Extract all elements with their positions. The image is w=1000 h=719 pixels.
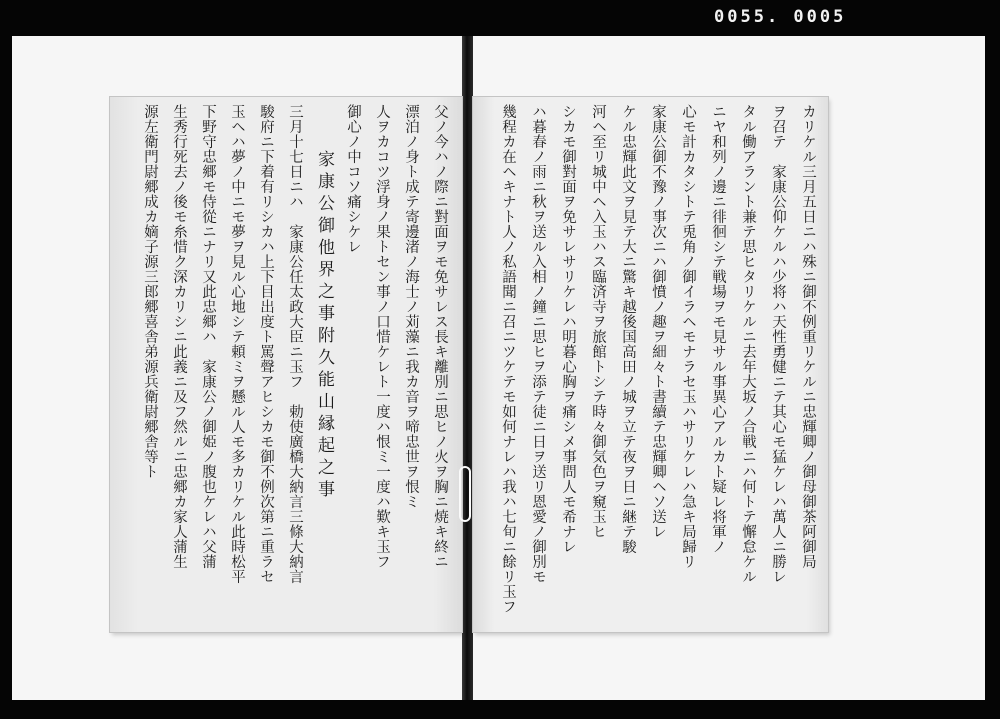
text-column: 下野守忠郷モ侍從ニナリ又此忠郷ハ 家康公ノ御姫ノ腹也ケレハ父蒲	[200, 104, 216, 569]
text-column: ケル忠輝此文ヲ見テ大ニ驚キ越後国高田ノ城ヲ立テ夜ヲ日ニ継テ駿	[620, 104, 636, 554]
text-column: 駿府ニ下着有リシカハ上下目出度ト罵聲アヒシカモ御不例次第ニ重ラセ	[258, 104, 274, 584]
film-frame-label: 0055. 0005	[714, 7, 847, 27]
binding-thread	[459, 466, 471, 522]
text-column: 心モ計カタシトテ兎角ノ御イラヘモナラセ玉ハサリケレハ急キ局歸リ	[680, 104, 696, 569]
text-column: 人ヲカコツ浮身ノ果トセン事ノ口惜ケレト一度ハ恨ミ一度ハ歎キ玉フ	[374, 104, 390, 569]
book-spine	[462, 36, 473, 700]
text-column: カリケル三月五日ニハ殊ニ御不例重リケルニ忠輝卿ノ御母御茶阿御局	[800, 104, 816, 569]
text-column: 三月十七日ニハ 家康公任太政大臣ニ玉フ 勅使廣橋大納言三條大納言	[287, 104, 303, 584]
text-column: 幾程カ在ヘキナト人ノ私語聞ニ召ニツケテモ如何ナレハ我ハ七旬ニ餘リ玉フ	[500, 104, 516, 614]
left-page-text	[135, 104, 454, 626]
text-column: 玉ヘハ夢ノ中ニモ夢ヲ見ル心地シテ頼ミヲ懸ル人モ多カリケル此時松平	[229, 104, 245, 584]
text-column: ニヤ和列ノ邊ニ徘徊シテ戦場ヲモ見サル事異心アルカト疑レ将軍ノ	[710, 104, 726, 554]
text-column: 生秀行死去ノ後モ糸惜ク深カリシニ此義ニ及フ然ルニ忠郷カ家人蒲生	[171, 104, 187, 569]
section-heading: 家康公御他界之事附久能山縁起之事	[314, 150, 334, 502]
text-column: シカモ御對面ヲ免サレサリケレハ明暮心胸ヲ痛シメ事問人モ希ナレ	[560, 104, 576, 554]
text-column: 漂泊ノ身ト成テ寄邊渚ノ海士ノ苅藻ニ我カ音ヲ啼忠世ヲ恨ミ	[403, 104, 419, 509]
text-column: 父ノ今ハノ際ニ對面ヲモ免サレス長キ離別ニ思ヒノ火ヲ胸ニ焼キ終ニ	[432, 104, 448, 569]
text-column: 家康公御不豫ノ事次ニハ御憤ノ趣ヲ細々ト書續テ忠輝卿ヘソ送レ	[650, 104, 666, 539]
text-column: タル働アラント兼テ思ヒタリケルニ去年大坂ノ合戦ニハ何トテ懈怠ケル	[740, 104, 756, 584]
text-column: 河ヘ至リ城中ヘ入玉ハス臨済寺ヲ旅館トシテ時々御気色ヲ窺玉ヒ	[590, 104, 606, 539]
text-column: 源左衛門尉郷成カ嫡子源三郎郷喜舎弟源兵衛尉郷舎等ト	[142, 104, 158, 479]
text-column: 御心ノ中コソ痛シケレ	[345, 104, 361, 254]
text-column: ヲ召テ 家康公仰ケルハ少将ハ天性勇健ニテ其心モ猛ケレハ萬人ニ勝レ	[770, 104, 786, 584]
text-column: ハ暮春ノ雨ニ秋ヲ送ル入相ノ鐘ニ思ヒヲ添テ徒ニ日ヲ送リ恩愛ノ御別モ	[530, 104, 546, 584]
right-page-text	[493, 104, 823, 626]
